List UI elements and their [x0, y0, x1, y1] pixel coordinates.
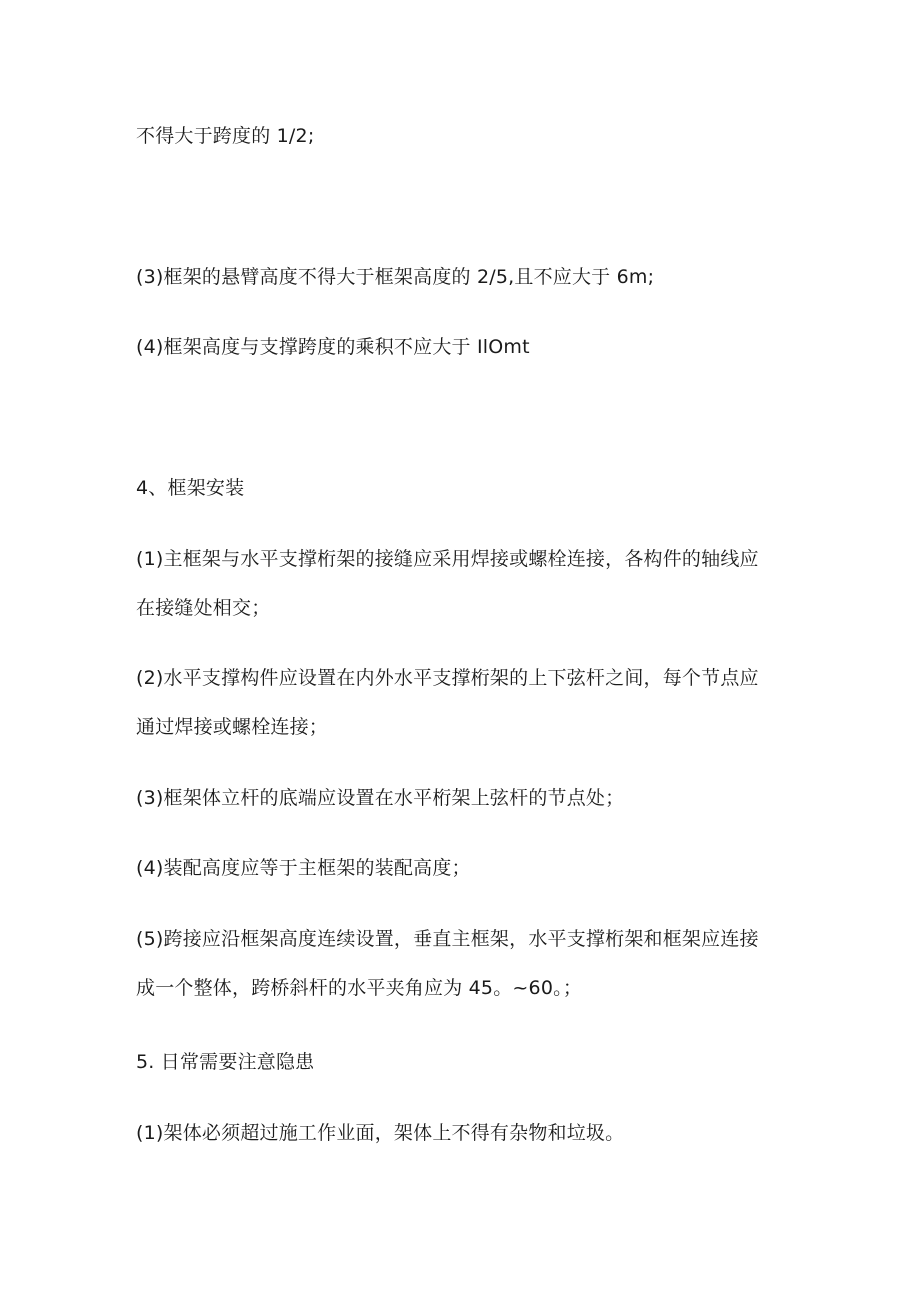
paragraph-line: 通过焊接或螺栓连接； — [136, 716, 329, 738]
paragraph-line: (4)装配高度应等于主框架的装配高度； — [136, 857, 471, 879]
paragraph-line: (1)主框架与水平支撑桁架的接缝应采用焊接或螺栓连接，各构件的轴线应 — [136, 548, 759, 570]
paragraph-line: (3)框架体立杆的底端应设置在水平桁架上弦杆的节点处； — [136, 787, 625, 809]
paragraph-line: (2)水平支撑构件应设置在内外水平支撑桁架的上下弦杆之间，每个节点应 — [136, 667, 759, 689]
paragraph-line: 成一个整体，跨桥斜杆的水平夹角应为 45。~60。； — [136, 977, 583, 999]
paragraph-line: (3)框架的悬臂高度不得大于框架高度的 2/5,且不应大于 6m; — [136, 266, 655, 288]
paragraph-line: (1)架体必须超过施工作业面，架体上不得有杂物和垃圾。 — [136, 1122, 625, 1144]
section-heading: 5. 日常需要注意隐患 — [136, 1051, 315, 1073]
section-heading: 4、框架安装 — [136, 477, 245, 499]
paragraph-line: 不得大于跨度的 1/2; — [136, 125, 315, 147]
paragraph-line: (5)跨接应沿框架高度连续设置，垂直主框架，水平支撑桁架和框架应连接 — [136, 928, 759, 950]
paragraph-line: 在接缝处相交； — [136, 597, 271, 619]
paragraph-line: (4)框架高度与支撑跨度的乘积不应大于 IlOmt — [136, 336, 530, 358]
